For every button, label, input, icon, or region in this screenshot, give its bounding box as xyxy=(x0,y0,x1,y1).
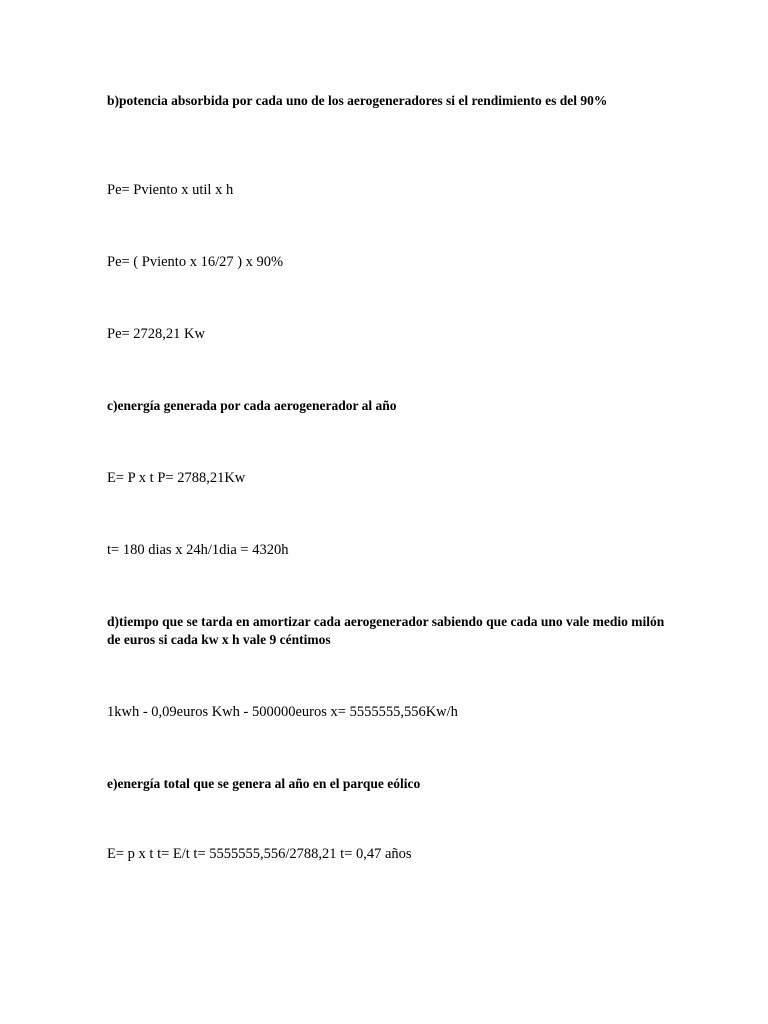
equation-line: t= 180 dias x 24h/1dia = 4320h xyxy=(107,542,289,558)
section-heading-b: b)potencia absorbida por cada uno de los aerogeneradores si el rendimiento es del 90% xyxy=(107,93,608,108)
section-heading-c: c)energía generada por cada aerogenerador al año xyxy=(107,398,397,413)
equation-line: Pe= ( Pviento x 16/27 ) x 90% xyxy=(107,254,284,270)
equation-line: Pe= 2728,21 Kw xyxy=(107,326,205,342)
equation-line: E= p x t t= E/t t= 5555555,556/2788,21 t= 0,47 años xyxy=(107,846,412,862)
section-heading-e: e)energía total que se genera al año en el parque eólico xyxy=(107,776,421,791)
equation-line: 1kwh - 0,09euros Kwh - 500000euros x= 5555555,556Kw/h xyxy=(107,704,458,720)
equation-line: E= P x t P= 2788,21Kw xyxy=(107,470,246,486)
equation-line: Pe= Pviento x util x h xyxy=(107,182,234,198)
section-heading-d: d)tiempo que se tarda en amortizar cada aerogenerador sabiendo que cada uno vale medio milón de euros si cada kw x h vale 9 céntimos xyxy=(107,614,665,647)
